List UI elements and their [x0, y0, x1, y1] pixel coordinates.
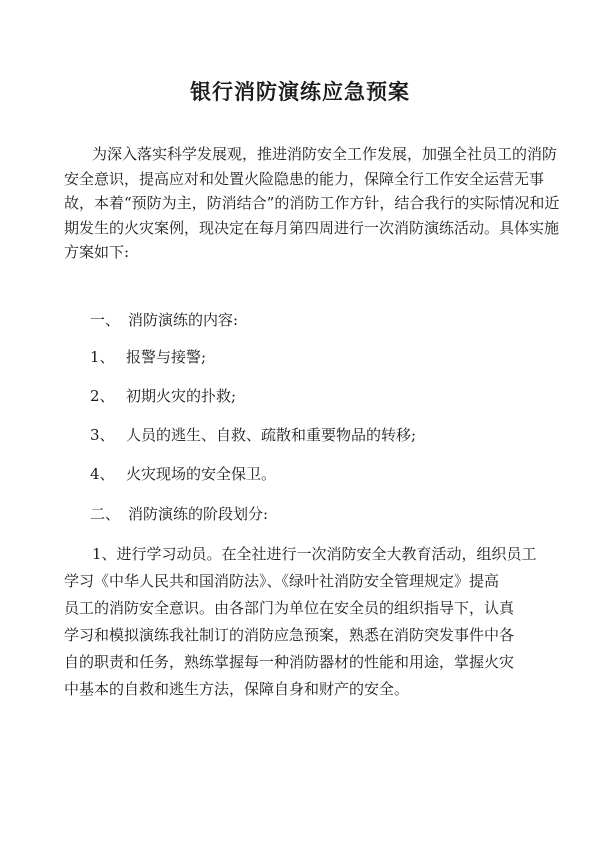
intro-line: 故，本着“预防为主，防消结合”的消防工作方针，结合我行的实际情况和近	[64, 194, 560, 212]
stage1-line: 1、进行学习动员。在全社进行一次消防安全大教育活动，组织员工	[92, 545, 537, 563]
intro-line: 期发生的火灾案例，现决定在每月第四周进行一次消防演练活动。具体实施	[64, 218, 560, 237]
stage1-line: 中基本的自救和逃生方法，保障自身和财产的安全。	[64, 680, 410, 698]
list-item	[90, 463, 276, 485]
section-heading-1	[90, 309, 238, 331]
intro-line: 为深入落实科学发展观，推进消防安全工作发展，加强全社员工的消防	[92, 145, 558, 163]
item-number: 3、	[90, 426, 115, 444]
intro-line: 方案如下:	[64, 243, 130, 261]
list-item	[90, 346, 206, 368]
item-text: 初期火灾的扑救;	[126, 387, 237, 405]
stage1-line: 学习和模拟演练我社制订的消防应急预案，熟悉在消防突发事件中各	[64, 626, 515, 644]
stage1-paragraph	[64, 541, 574, 703]
item-number: 4、	[90, 465, 115, 483]
section-number: 一、	[90, 311, 121, 329]
section-label: 消防演练的阶段划分:	[128, 505, 269, 523]
list-item	[90, 424, 416, 446]
list-item	[90, 385, 236, 407]
item-number: 2、	[90, 387, 115, 405]
document-title: 银行消防演练应急预案	[190, 80, 410, 104]
intro-line: 安全意识，提高应对和处置火险隐患的能力，保障全行工作安全运营无事	[64, 169, 545, 188]
item-text: 报警与接警;	[126, 348, 207, 366]
stage1-line: 学习《中华人民共和国消防法》、《绿叶社消防安全管理规定》提高	[64, 572, 500, 590]
section-number: 二、	[90, 505, 121, 523]
item-text: 人员的逃生、自救、疏散和重要物品的转移;	[126, 426, 417, 444]
item-number: 1、	[90, 348, 115, 366]
section-label: 消防演练的内容:	[128, 311, 239, 329]
section-heading-2	[90, 503, 268, 525]
stage1-line: 员工的消防安全意识。由各部门为单位在安全员的组织指导下，认真	[64, 599, 515, 617]
intro-paragraph	[64, 142, 574, 265]
stage1-line: 自的职责和任务，熟练掌握每一种消防器材的性能和用途，掌握火灾	[64, 653, 515, 671]
item-text: 火灾现场的安全保卫。	[126, 465, 277, 483]
